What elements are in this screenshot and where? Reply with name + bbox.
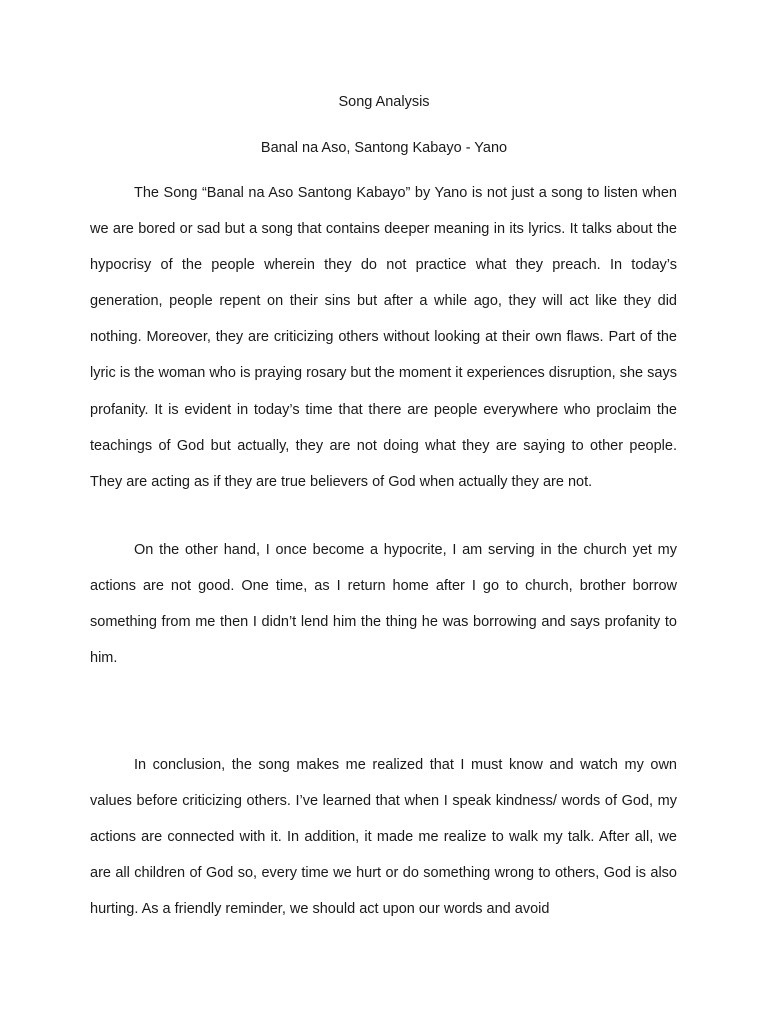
- document-title: Song Analysis: [338, 94, 430, 110]
- paragraph-conclusion: In conclusion, the song makes me realized that I must know and watch my own values before criticizing others. I’ve learned that when I speak kindness/ words of God, my actions are connected with it. In addition, it made me realize to walk my talk. After all, we are all children of God so, every time we hurt or do something wrong to others, God is also hurting. As a friendly reminder, we should act upon our words and avoid: [90, 757, 677, 918]
- paragraph-intro: The Song “Banal na Aso Santong Kabayo” by Yano is not just a song to listen when we are bored or sad but a song that contains deeper meaning in its lyrics. It talks about the hypocrisy of the people wherein they do not practice what they preach. In today’s generation, people repent on their sins but after a while ago, they will act like they did nothing. Moreover, they are criticizing others without looking at their own flaws. Part of the lyric is the woman who is praying rosary but the moment it experiences disruption, she says profanity. It is evident in today’s time that there are people everywhere who proclaim the teachings of God but actually, they are not doing what they are saying to other people. They are acting as if they are true believers of God when actually they are not.: [90, 185, 677, 490]
- document-subtitle: Banal na Aso, Santong Kabayo - Yano: [260, 140, 508, 156]
- paragraph-personal-experience: On the other hand, I once become a hypocrite, I am serving in the church yet my actions are not good. One time, as I return home after I go to church, brother borrow something from me then I didn’t lend him the thing he was borrowing and says profanity to him.: [90, 542, 677, 667]
